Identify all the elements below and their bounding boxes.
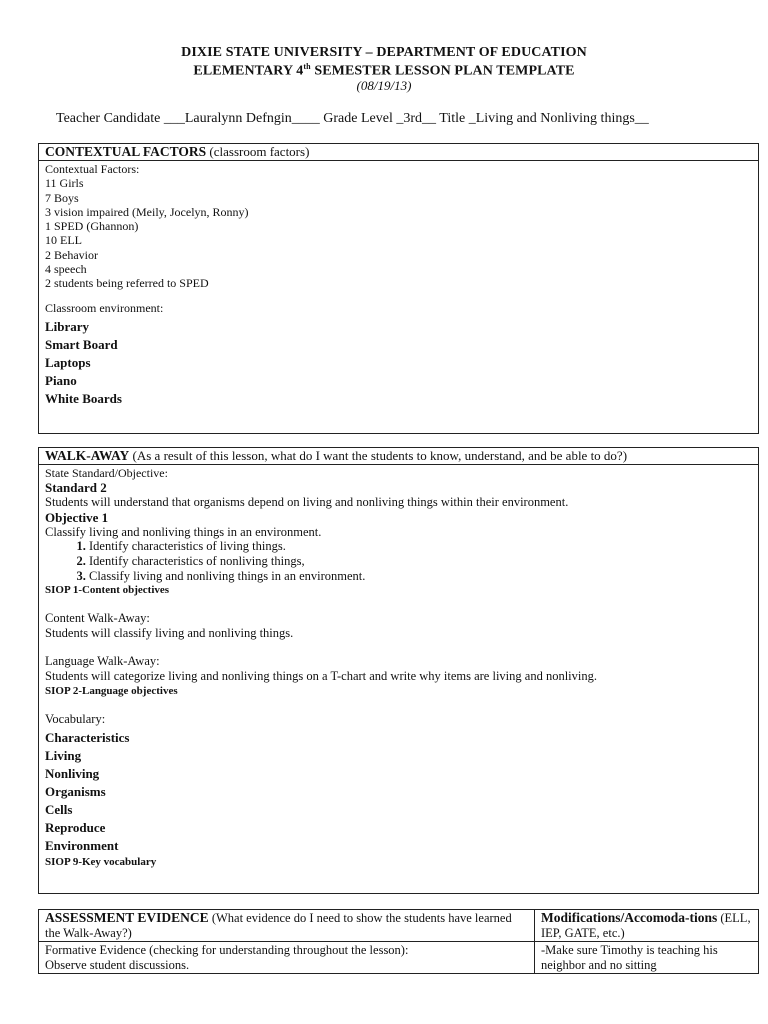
assessment-heading-note: (What evidence do I need to show the students have learned the Walk-Away?) bbox=[45, 911, 512, 940]
formative-cell bbox=[39, 942, 535, 974]
formative-item: Observe student discussions. bbox=[45, 957, 190, 972]
assessment-row bbox=[39, 942, 759, 974]
title-line2-post: SEMESTER LESSON PLAN TEMPLATE bbox=[310, 63, 575, 79]
teacher-label: Teacher Candidate bbox=[56, 111, 161, 126]
language-walkaway-text: Students will categorize living and nonliving things on a T-chart and write why items are living and nonliving. bbox=[45, 669, 597, 684]
vocabulary-item: Environment bbox=[45, 838, 119, 854]
factor-item: 2 students being referred to SPED bbox=[45, 276, 209, 291]
teacher-value: ___Lauralynn Defngin____ bbox=[163, 111, 320, 126]
content-walkaway-text: Students will classify living and nonliving things. bbox=[45, 625, 294, 640]
environment-item: Laptops bbox=[45, 354, 91, 370]
factor-item: 2 Behavior bbox=[45, 247, 98, 262]
contextual-heading-title: CONTEXTUAL FACTORS bbox=[45, 144, 207, 159]
modifications-heading-title: Modifications/Accomoda-tions bbox=[541, 910, 718, 925]
vocabulary-item: Reproduce bbox=[45, 820, 106, 836]
assessment-heading-cell bbox=[39, 910, 535, 942]
factor-item: 7 Boys bbox=[45, 190, 79, 205]
contextual-body bbox=[39, 161, 758, 409]
walkaway-heading-title: WALK-AWAY bbox=[45, 448, 130, 463]
title-line2-pre: ELEMENTARY 4 bbox=[193, 63, 304, 79]
assessment-table bbox=[38, 909, 759, 974]
standard-title: Standard 2 bbox=[45, 480, 107, 496]
vocabulary-item: Living bbox=[45, 748, 82, 764]
objective-text: Classify living and nonliving things in an environment. bbox=[45, 524, 322, 539]
factor-item: 4 speech bbox=[45, 262, 87, 277]
objective-item: 2. Identify characteristics of nonliving things, bbox=[89, 554, 752, 569]
walk-away-section bbox=[38, 447, 759, 894]
contextual-heading bbox=[39, 144, 758, 161]
objective-list bbox=[45, 539, 752, 583]
objective-item: 1. Identify characteristics of living things. bbox=[89, 539, 752, 554]
environment-label: Classroom environment: bbox=[45, 300, 164, 315]
standard-label: State Standard/Objective: bbox=[45, 466, 168, 480]
vocabulary-item: Characteristics bbox=[45, 730, 130, 746]
objective-title: Objective 1 bbox=[45, 509, 109, 525]
objective-item: 3. Classify living and nonliving things in an environment. bbox=[89, 569, 752, 584]
contextual-factors-section bbox=[38, 143, 759, 434]
environment-item: Piano bbox=[45, 372, 77, 388]
content-walkaway-label: Content Walk-Away: bbox=[45, 611, 150, 626]
environment-item: White Boards bbox=[45, 390, 122, 406]
doc-title-line2 bbox=[0, 62, 768, 80]
siop-content-objectives: SIOP 1-Content objectives bbox=[45, 584, 170, 597]
info-line bbox=[56, 111, 649, 127]
vocabulary-label: Vocabulary: bbox=[45, 711, 106, 726]
title-label: Title bbox=[439, 111, 466, 126]
factor-item: 3 vision impaired (Meily, Jocelyn, Ronny) bbox=[45, 204, 249, 219]
modifications-cell: -Make sure Timothy is teaching his neighbor and no sitting bbox=[535, 942, 759, 974]
grade-label: Grade Level bbox=[323, 111, 393, 126]
title-line2-sup: th bbox=[303, 62, 311, 71]
contextual-heading-note: (classroom factors) bbox=[206, 144, 310, 159]
language-walkaway-label: Language Walk-Away: bbox=[45, 654, 160, 669]
standard-text: Students will understand that organisms depend on living and nonliving things within their environment. bbox=[45, 495, 569, 510]
environment-item: Smart Board bbox=[45, 336, 118, 352]
vocabulary-item: Nonliving bbox=[45, 766, 100, 782]
factor-item: 1 SPED (Ghannon) bbox=[45, 219, 139, 234]
factor-item: 10 ELL bbox=[45, 233, 82, 248]
formative-label: Formative Evidence (checking for understanding throughout the lesson): bbox=[45, 943, 409, 957]
siop-key-vocabulary: SIOP 9-Key vocabulary bbox=[45, 856, 157, 869]
assessment-heading-title: ASSESSMENT EVIDENCE bbox=[45, 910, 209, 925]
doc-title-line1: DIXIE STATE UNIVERSITY – DEPARTMENT OF EDUCATION bbox=[181, 45, 587, 60]
factor-item: 11 Girls bbox=[45, 176, 84, 191]
walkaway-heading bbox=[39, 448, 758, 465]
environment-item: Library bbox=[45, 318, 90, 334]
modifications-heading-note: (ELL, IEP, GATE, etc.) bbox=[541, 911, 751, 940]
vocabulary-item: Organisms bbox=[45, 784, 106, 800]
grade-value: _3rd__ bbox=[396, 111, 437, 126]
walkaway-heading-note: (As a result of this lesson, what do I want the students to know, understand, and be able to do?) bbox=[129, 448, 628, 463]
modifications-heading-cell bbox=[535, 910, 759, 942]
doc-date: (08/19/13) bbox=[356, 78, 412, 93]
assessment-header-row bbox=[39, 910, 759, 942]
walkaway-body bbox=[39, 465, 758, 870]
title-value: _Living and Nonliving things__ bbox=[468, 111, 649, 126]
siop-language-objectives: SIOP 2-Language objectives bbox=[45, 684, 178, 697]
vocabulary-item: Cells bbox=[45, 802, 73, 818]
contextual-label: Contextual Factors: bbox=[45, 162, 140, 176]
